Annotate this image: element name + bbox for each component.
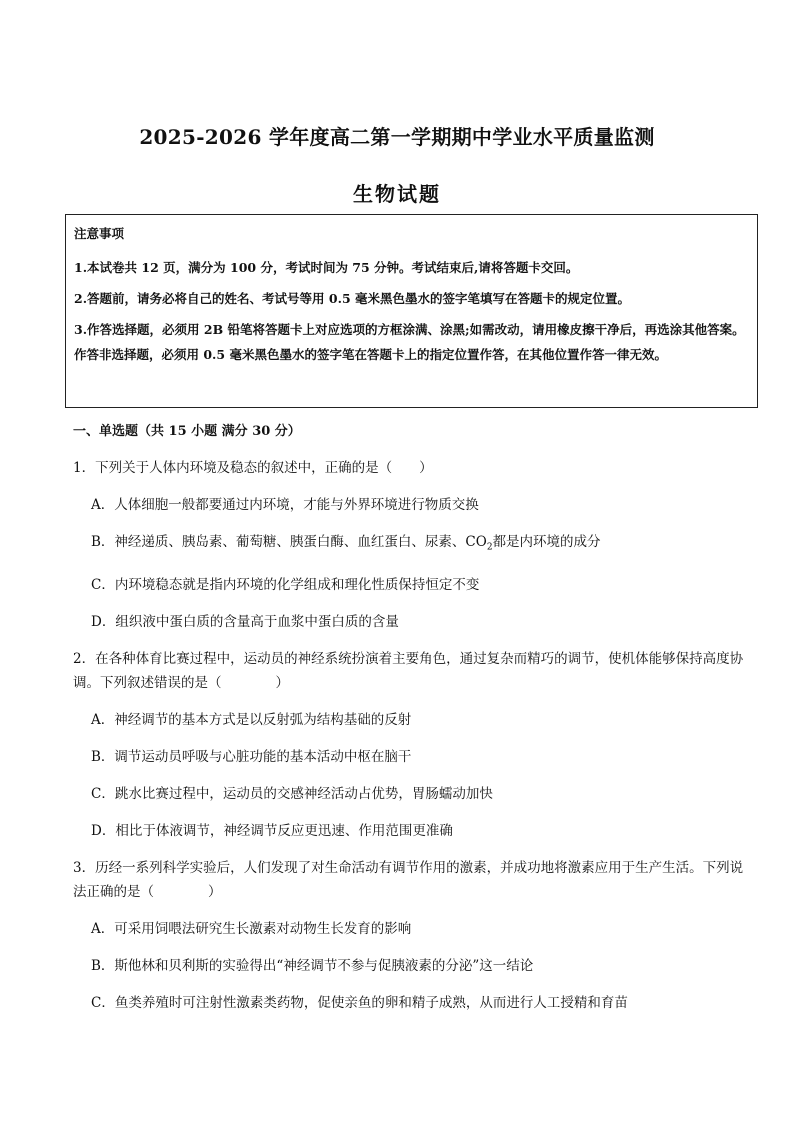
- option-b: B．调节运动员呼吸与心脏功能的基本活动中枢在脑干: [91, 748, 412, 765]
- question-2: [73, 647, 753, 843]
- exam-title: 2025-2026 学年度高二第一学期期中学业水平质量监测: [139, 125, 655, 149]
- question-list: [73, 456, 753, 1028]
- question-stem: 3．历经一系列科学实验后，人们发现了对生命活动有调节作用的激素，并成功地将激素应用于生产生活。下列说法正确的是（ ）: [73, 859, 744, 900]
- question-stem: 1．下列关于人体内环境及稳态的叙述中，正确的是（ ）: [73, 460, 433, 476]
- notice-item-1: 1.本试卷共 12 页，满分为 100 分，考试时间为 75 分钟。考试结束后,请将答题卡交回。: [74, 260, 579, 275]
- option-c: C．内环境稳态就是指内环境的化学组成和理化性质保持恒定不变: [91, 576, 480, 593]
- option-c: C．鱼类养殖时可注射性激素类药物，促使亲鱼的卵和精子成熟，从而进行人工授精和育苗: [91, 994, 628, 1011]
- question-3: [73, 856, 753, 1015]
- co2-subscript: 2: [486, 542, 493, 553]
- option-d: D．相比于体液调节，神经调节反应更迅速、作用范围更准确: [91, 822, 453, 839]
- question-1: [73, 456, 753, 634]
- option-b-text: B．神经递质、胰岛素、葡萄糖、胰蛋白酶、血红蛋白、尿素、CO: [91, 534, 487, 550]
- notice-box: [65, 214, 758, 408]
- notice-item-3: 3.作答选择题，必须用 2B 铅笔将答题卡上对应选项的方框涂满、涂黑;如需改动，请用橡皮擦干净后，再选涂其他答案。作答非选择题，必须用 0.5 毫米黑色墨水的签字笔在答题卡上的指定位置作答，在其他位置作答一律无效。: [74, 322, 745, 362]
- option-a: A．神经调节的基本方式是以反射弧为结构基础的反射: [91, 711, 412, 728]
- option-a: A．人体细胞一般都要通过内环境，才能与外界环境进行物质交换: [91, 497, 479, 513]
- notice-item-2: 2.答题前，请务必将自己的姓名、考试号等用 0.5 毫米黑色墨水的签字笔填写在答题卡的规定位置。: [74, 291, 631, 306]
- exam-subtitle: 生物试题: [353, 182, 441, 206]
- section-heading: 一、单选题（共 15 小题 满分 30 分）: [73, 424, 301, 439]
- option-b-suffix: 都是内环境的成分: [492, 534, 601, 550]
- question-stem: 2．在各种体育比赛过程中，运动员的神经系统扮演着主要角色，通过复杂而精巧的调节，使机体能够保持高度协调。下列叙述错误的是（ ）: [73, 650, 744, 691]
- option-d: D．组织液中蛋白质的含量高于血浆中蛋白质的含量: [91, 613, 399, 630]
- option-b: B．斯他林和贝利斯的实验得出“神经调节不参与促胰液素的分泌”这一结论: [91, 957, 534, 974]
- notice-title: 注意事项: [74, 226, 125, 241]
- option-b: [91, 530, 753, 560]
- option-a: A．可采用饲喂法研究生长激素对动物生长发育的影响: [91, 920, 412, 937]
- option-c: C．跳水比赛过程中，运动员的交感神经活动占优势，胃肠蠕动加快: [91, 785, 493, 802]
